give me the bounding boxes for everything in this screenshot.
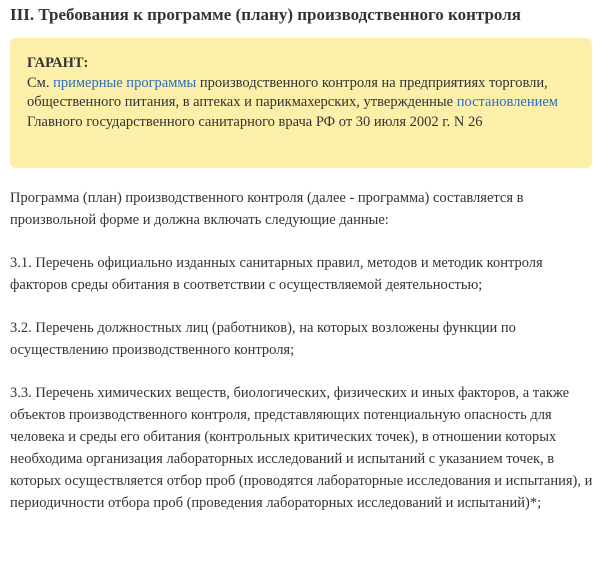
intro-paragraph: Программа (план) производственного контроля (далее - программа) составляется в произвольной форме и должна включать следующие данные: (10, 190, 524, 228)
garant-note (10, 38, 592, 168)
item-3-3-paragraph: 3.3. Перечень химических веществ, биологических, физических и иных факторов, а также объектов производственного контроля, представляющих потенциальную опасность для человека и среды его обитания (контрольных критических точек), в отношении которых необходима организация лабораторных исследований и испытаний с указанием точек, в которых осуществляется отбор проб (проводятся лабораторные исследования и испытания), и периодичности отбора проб (проведения лабораторных исследований и испытаний)*; (10, 385, 593, 511)
section-title: III. Требования к программе (плану) производственного контроля (10, 5, 521, 24)
item-3-1-paragraph: 3.1. Перечень официально изданных санитарных правил, методов и методик контроля факторов среды обитания в соответствии с осуществляемой деятельностью; (10, 255, 543, 293)
resolution-link[interactable]: постановлением (456, 94, 558, 110)
sample-programs-link[interactable]: примерные программы (53, 74, 197, 91)
item-3-2-paragraph: 3.2. Перечень должностных лиц (работников), на которых возложены функции по осуществлению производственного контроля; (10, 320, 516, 358)
garant-label: ГАРАНТ: (27, 55, 89, 71)
garant-text-middle: производственного контроля на предприятиях торговли, общественного питания, в аптеках и парикмахерских, утвержденные (27, 74, 548, 110)
garant-text-end: Главного государственного санитарного врача РФ от 30 июля 2002 г. N 26 (27, 113, 483, 130)
garant-text-see: См. (27, 74, 54, 91)
